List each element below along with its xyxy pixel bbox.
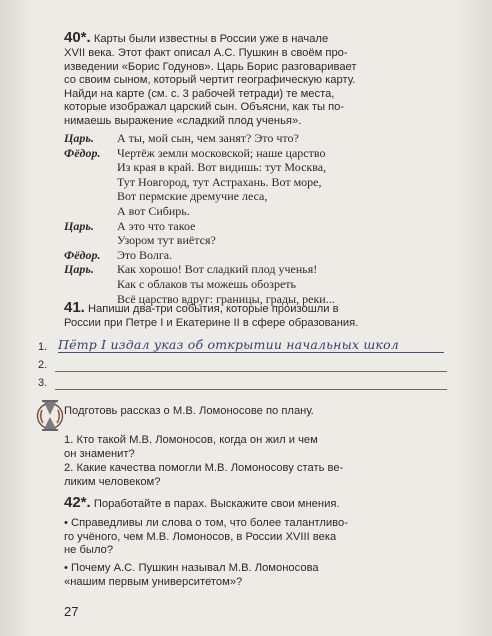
bullet-line: го учёного, чем М.В. Ломоносов, в России XVIII века (64, 530, 337, 543)
answer-line-2[interactable] (55, 371, 447, 372)
poem-text: Вот пермские дремучие леса, (117, 189, 268, 204)
poem-line (64, 175, 454, 190)
task-42-bullet (64, 562, 446, 589)
plan-item (64, 434, 446, 461)
poem-text: Это Волга. (117, 247, 173, 262)
poem-line (64, 131, 454, 146)
task-42-text (64, 495, 446, 512)
poem-text: Как с облаков ты можешь обозреть (117, 276, 296, 291)
task-42-number: 42*. (64, 494, 91, 511)
answer-number: 1. (38, 341, 48, 353)
poem-speaker: Царь. (64, 131, 94, 145)
task-40-number: 40*. (64, 29, 91, 46)
bullet-line: не было? (64, 544, 114, 557)
page-shadow-right (458, 0, 492, 636)
poem-text: Как хорошо! Вот сладкий плод ученья! (117, 262, 318, 277)
poem-text: А ты, мой сын, чем занят? Это что? (117, 131, 299, 145)
poem-speaker: Царь. (64, 218, 94, 233)
task-40-line: Карты были известны в России уже в начале (93, 33, 329, 45)
bullet-line: • Почему А.С. Пушкин называл М.В. Ломоносова (64, 562, 319, 574)
task-40-line: XVII века. Этот факт описал А.С. Пушкин в своём про- (64, 47, 348, 59)
poem-text: А вот Сибирь. (117, 203, 190, 218)
plan-title: Подготовь рассказ о М.В. Ломоносове по плану. (64, 405, 314, 417)
poem-speaker: Фёдор. (64, 145, 101, 160)
poem-excerpt (64, 131, 454, 306)
plan-item-line: ликим человеком? (64, 475, 161, 488)
plan-item-line: 1. Кто такой М.В. Ломоносов, когда он жил и чем (64, 434, 318, 446)
poem-line (64, 204, 454, 219)
task-42-intro: Поработайте в парах. Выскажите свои мнения. (93, 498, 340, 510)
task-40-line: которые изображал царский сын. Объясни, как ты по- (64, 101, 345, 114)
plan-item (64, 462, 446, 489)
task-40-line: со своим сыном, который чертит географическую карту. (64, 74, 356, 87)
task-41-line: Напиши два-три события, которые произошли в (87, 303, 339, 315)
hourglass-icon (36, 396, 64, 434)
poem-text: А это что такое (117, 218, 196, 233)
task-42-bullet (64, 517, 446, 558)
poem-line (64, 233, 454, 248)
bullet-line: «нашим первым университетом»? (64, 575, 243, 588)
task-40-line: нимаешь выражение «сладкий плод ученья». (64, 114, 302, 127)
poem-text: Всё царство вдруг: границы, грады, реки... (117, 291, 335, 306)
task-41-number: 41. (64, 299, 85, 316)
plan-item-line: 2. Какие качества помогли М.В. Ломоносову стать ве- (64, 462, 344, 474)
poem-line (64, 146, 454, 161)
answer-line-1 (58, 352, 444, 353)
poem-line (64, 248, 454, 263)
poem-speaker: Фёдор. (64, 247, 101, 262)
poem-line (64, 189, 454, 204)
poem-text: Узором тут виётся? (117, 233, 216, 248)
task-40-text (64, 30, 446, 129)
answer-number: 2. (38, 359, 48, 371)
poem-speaker: Царь. (64, 262, 94, 277)
poem-line (64, 219, 454, 234)
poem-text: Из края в край. Вот видишь: тут Москва, (117, 160, 327, 175)
plan-item-line: он знаменит? (64, 447, 135, 460)
poem-text: Чертёж земли московской; наше царство (117, 145, 326, 160)
handwritten-answer[interactable]: Пётр I издал указ об открытии начальных школ (58, 337, 399, 352)
page-number: 27 (64, 604, 79, 619)
task-40-line: Найди на карте (см. с. 3 рабочей тетради) те места, (64, 87, 335, 100)
page-shadow-left (0, 0, 32, 636)
poem-line (64, 262, 454, 277)
poem-line (64, 160, 454, 175)
bullet-line: • Справедливы ли слова о том, что более талантливо- (64, 517, 348, 529)
answer-line-3[interactable] (55, 389, 447, 390)
task-41-text (64, 300, 446, 331)
task-41-line: России при Петре I и Екатерине II в сфере образования. (64, 317, 359, 329)
poem-line (64, 277, 454, 292)
poem-text: Тут Новгород, тут Астрахань. Вот море, (117, 174, 322, 189)
answer-number: 3. (38, 377, 48, 389)
task-40-line: изведении «Борис Годунов». Царь Борис разговаривает (64, 60, 357, 73)
